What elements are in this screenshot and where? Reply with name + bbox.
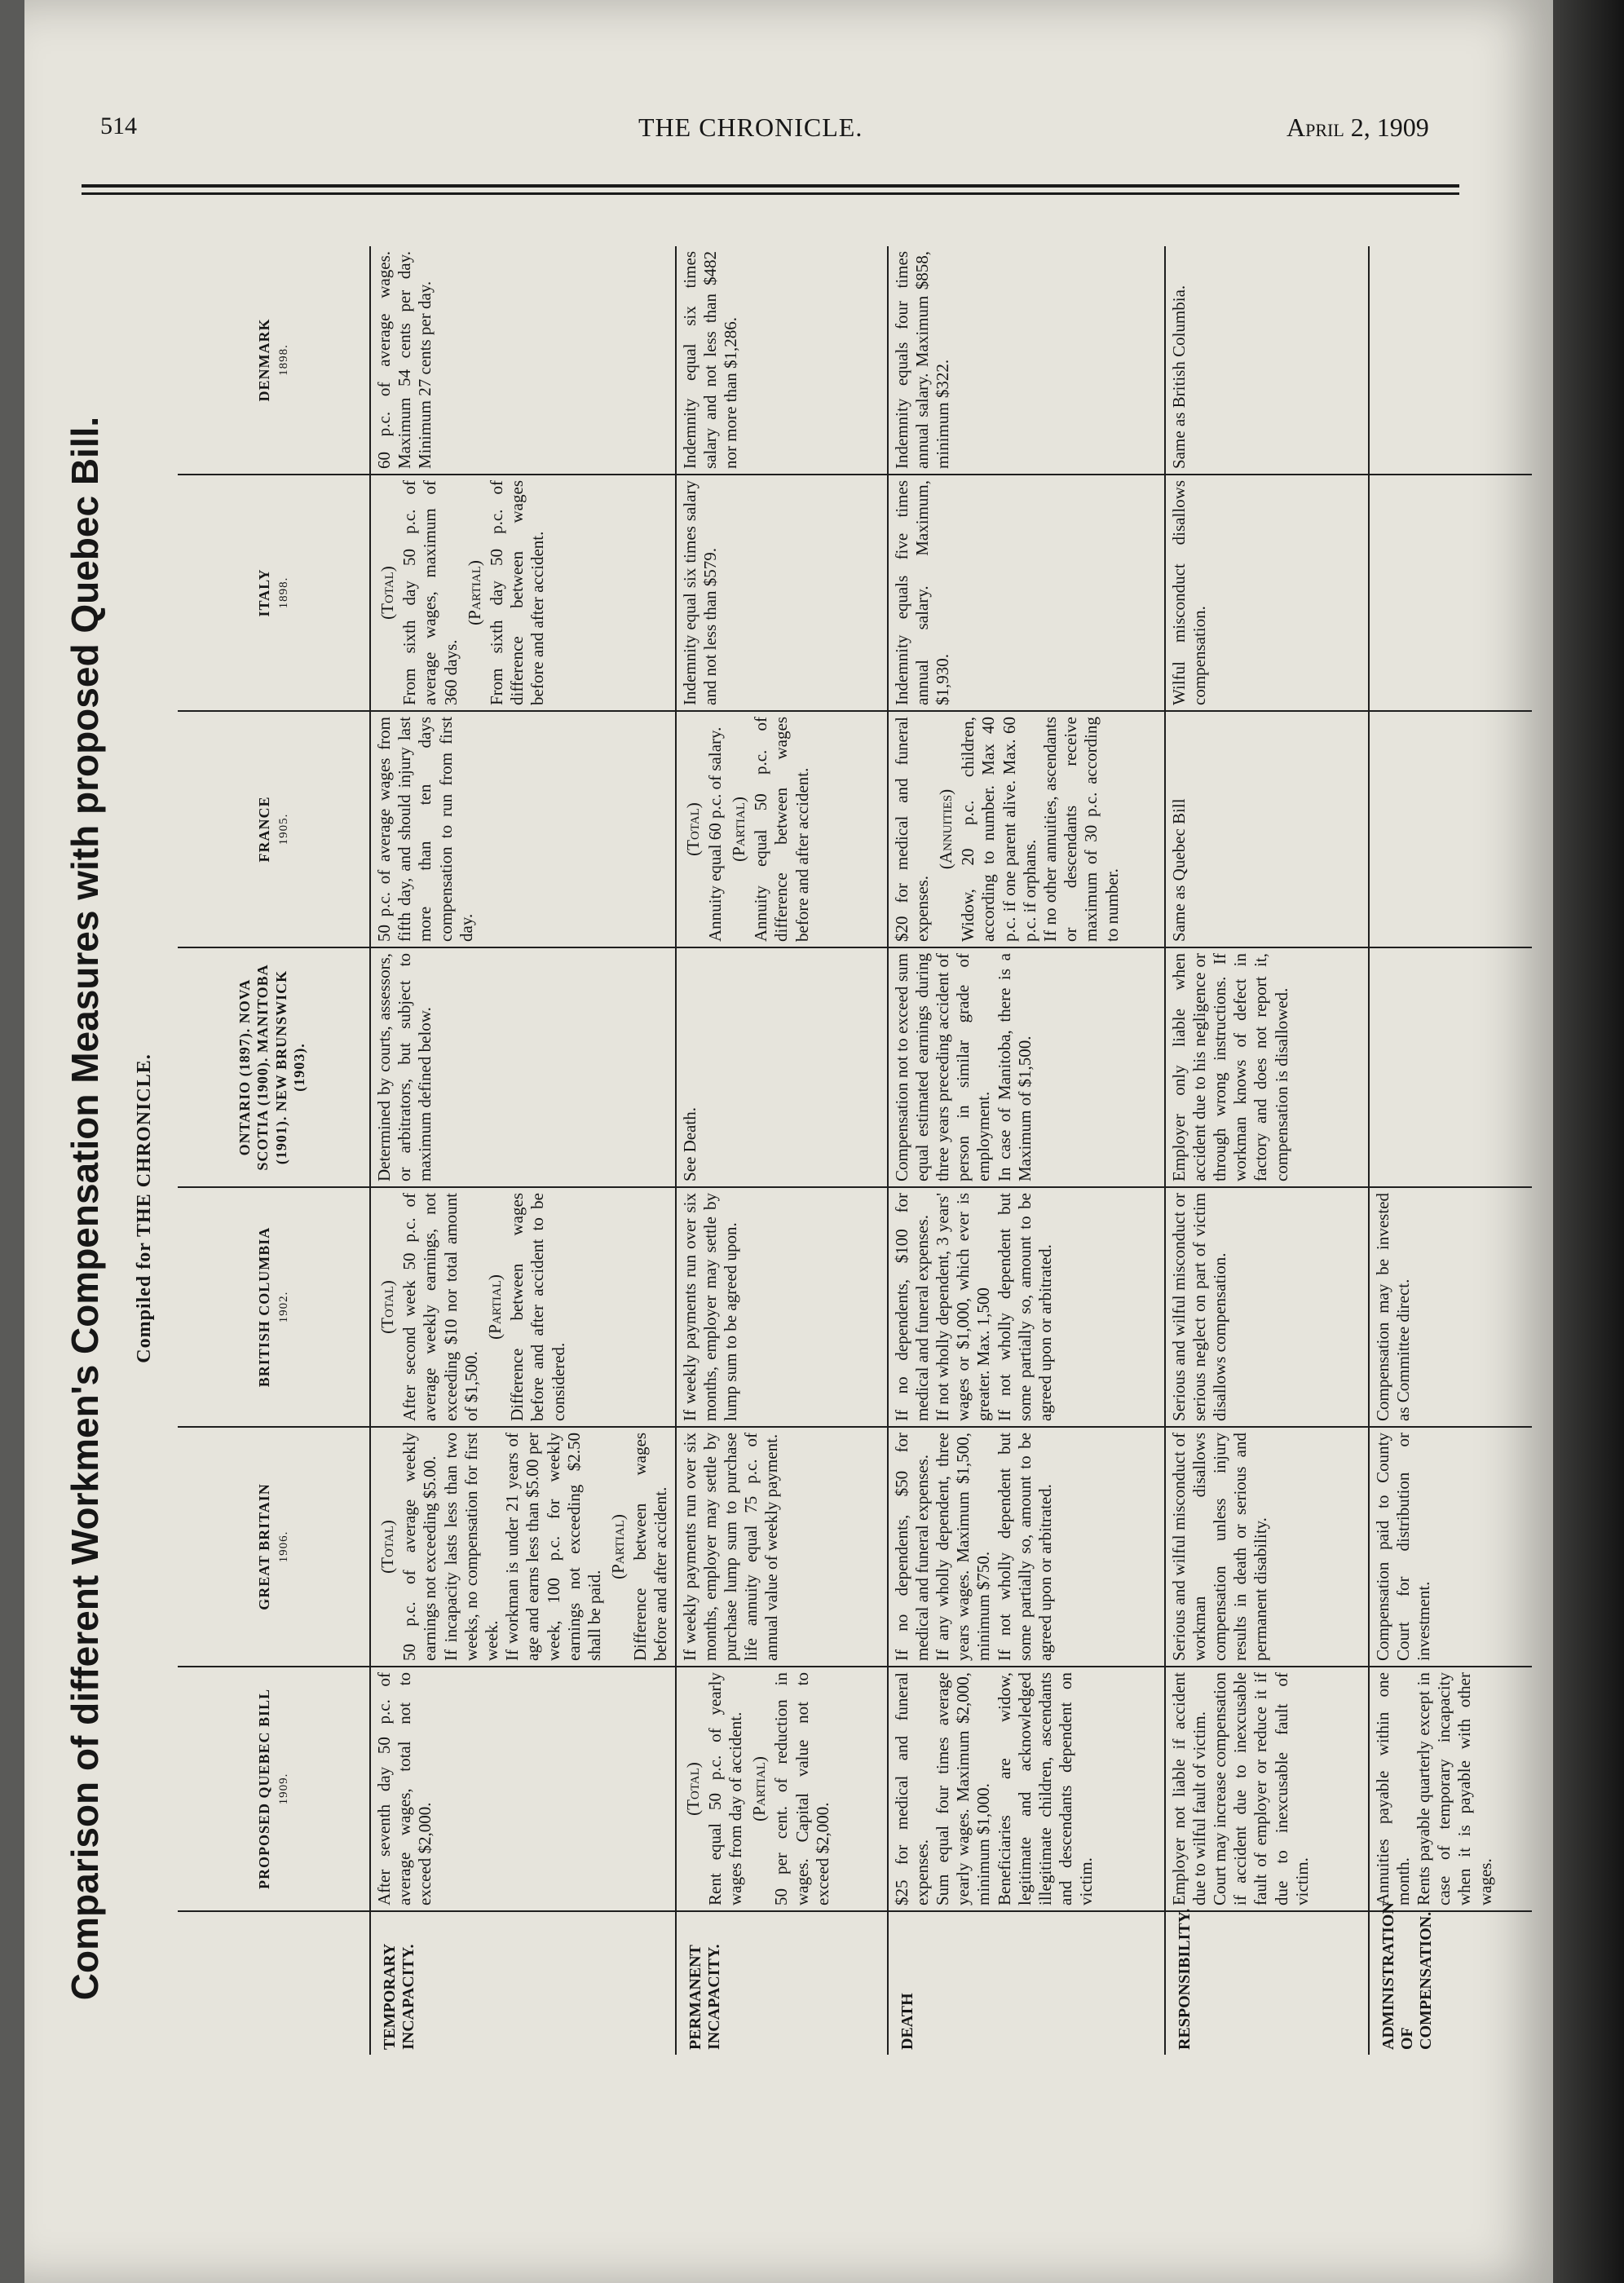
cell-text: If weekly payments run over six months, employer may settle by purchase lump sum to purchase life annuity equal 75 p.c. of annual value of weekly payment. <box>679 1433 782 1661</box>
table-cell <box>676 1427 888 1667</box>
cell-text: From sixth day 50 p.c. of difference between wages before and after accident. <box>486 480 548 705</box>
table-subtitle: Compiled for THE CHRONICLE. <box>134 1053 155 1363</box>
cell-text: 50 p.c. of average weekly earnings not exceeding $5.00. If incapacity lasts less than two weeks, no compensation for first week. If workman is under 21 years of age and earns less than $5.00 per week, 100 p.c. for weekly earnings not exceeding $2.50 shall be paid. <box>399 1433 604 1661</box>
table-cell <box>370 947 676 1187</box>
cell-tag: (Total) <box>377 566 397 620</box>
table-cell <box>676 475 888 711</box>
cell-tag: (Total) <box>682 1762 703 1816</box>
cell-text: Employer only liable when accident due to his negligence or through wrong instructions. If workman knows of defect in factory and does not report it, compensation is disallowed. <box>1168 953 1291 1181</box>
publication-title: THE CHRONICLE. <box>638 113 863 142</box>
table-cell <box>1369 1427 1532 1667</box>
cell-text: Annuity equal 50 p.c. of difference between wages before and after accident. <box>751 717 812 942</box>
table-cell <box>888 475 1165 711</box>
table-cell <box>888 711 1165 947</box>
cell-text: $20 for medical and funeral expenses. <box>891 717 932 942</box>
column-name: BRITISH COLUMBIA <box>255 1226 272 1388</box>
column-name: DENMARK <box>255 318 272 402</box>
corner-cell <box>178 1911 370 2055</box>
cell-text: 50 per cent. of reduction in wages. Capital value not to exceed $2,000. <box>771 1672 832 1905</box>
table-cell <box>370 475 676 711</box>
column-header <box>178 475 370 711</box>
row-label: ADMINISTRATION OF COMPENSATION. <box>1379 1902 1435 2050</box>
cell-text: If no dependents, $100 for medical and funeral expenses. If not wholly dependent, 3 years' wages or $1,000, which ever is greater. Max. 1,500 If not wholly dependent but some partially so, amount to be agreed upon or arbitrated. <box>891 1193 1055 1421</box>
table-cell <box>370 1187 676 1427</box>
cell-text: Same as British Columbia. <box>1168 285 1189 469</box>
cell-text: See Death. <box>679 1107 699 1181</box>
page-number: 514 <box>100 113 137 139</box>
table-row <box>1369 246 1532 2055</box>
cell-text: Widow, 20 p.c. children, according to number. Max 40 p.c. if one parent alive. Max. 60 p.c. if orphans. If no other annuities, ascendants or descendants receive maximum of 30 p.c. according to number. <box>958 717 1122 942</box>
column-name: GREAT BRITAIN <box>255 1483 272 1610</box>
cell-tag: (Partial) <box>749 1756 770 1822</box>
table-row <box>888 246 1165 2055</box>
table-cell <box>676 711 888 947</box>
cell-text: Serious and wilful misconduct or serious neglect on part of victim disallows compensation. <box>1168 1193 1229 1421</box>
cell-text: 60 p.c. of average wages. Maximum 54 cents per day. Minimum 27 cents per day. <box>374 251 435 469</box>
comparison-table-wrapper <box>178 246 1495 2055</box>
cell-tag: (Partial) <box>729 797 748 862</box>
column-year: 1905. <box>277 813 291 846</box>
table-cell <box>888 947 1165 1187</box>
column-name: ITALY <box>255 568 272 617</box>
table-cell <box>1165 246 1369 475</box>
table-row <box>676 246 888 2055</box>
column-year: 1906. <box>277 1530 291 1563</box>
cell-text: Indemnity equal six times salary and not less than $482 nor more than $1,286. <box>679 251 740 469</box>
cell-text: Indemnity equals five times annual salary. Maximum, $1,930. <box>891 480 952 705</box>
cell-tag: (Total) <box>377 1280 397 1334</box>
cell-text: $25 for medical and funeral expenses. Sum equal four times average yearly wages. Maximum $2,000, minimum $1,000. Beneficiaries are widow, legitimate and acknowledged illegitimate children, ascendants and descendants dependent on victim. <box>891 1672 1097 1905</box>
cell-text: After second week 50 p.c. of average weekly earnings, not exceeding $10 nor total amount of $1,500. <box>399 1193 481 1421</box>
table-cell <box>1165 1667 1369 1911</box>
cell-text: Indemnity equals four times annual salary. Maximum $858, minimum $322. <box>891 251 952 469</box>
column-header <box>178 1667 370 1911</box>
column-year: 1909. <box>277 1773 291 1805</box>
table-cell <box>370 1667 676 1911</box>
column-name: FRANCE <box>255 796 272 863</box>
row-label: RESPONSIBILITY. <box>1175 1908 1194 2050</box>
cell-text: If no dependents, $50 for medical and funeral expenses. If any wholly dependent, three years wages. Maximum $1,500, minimum $750. If not wholly dependent but some partially so, amount to be agreed upon or arbitrated. <box>891 1433 1055 1661</box>
issue-date: April 2, 1909 <box>1286 113 1429 142</box>
cell-text: Same as Quebec Bill <box>1168 798 1189 942</box>
table-cell <box>1369 947 1532 1187</box>
table-cell <box>1165 1187 1369 1427</box>
cell-text: Employer not liable if accident due to wilful fault of victim. Court may increase compensation if accident due to inexcusable fault of employer or reduce it if due to inexcusable fault of victim. <box>1168 1672 1312 1905</box>
table-cell <box>1369 246 1532 475</box>
column-name: PROPOSED QUEBEC BILL <box>255 1688 272 1890</box>
cell-text: Determined by courts, assessors, or arbitrators, but subject to maximum defined below. <box>374 953 435 1181</box>
cell-text: Wilful misconduct disallows compensation. <box>1168 480 1209 705</box>
cell-text: Compensation may be invested as Committee direct. <box>1372 1193 1413 1421</box>
table-cell <box>888 246 1165 475</box>
cell-text: From sixth day 50 p.c. of average wages, maximum of 360 days. <box>399 480 461 705</box>
table-cell <box>370 246 676 475</box>
table-title: Comparison of different Workmen's Compensation Measures with proposed Quebec Bill. <box>64 416 106 2001</box>
cell-text: Rent equal 50 p.c. of yearly wages from day of accident. <box>704 1672 745 1905</box>
column-header <box>178 246 370 475</box>
cell-text: Annuity equal 60 p.c. of salary. <box>704 726 725 942</box>
cell-tag: (Partial) <box>608 1514 629 1579</box>
cell-tag: (Annuities) <box>936 788 955 870</box>
row-label: PERMANENT INCAPACITY. <box>686 1944 723 2050</box>
table-cell <box>888 1427 1165 1667</box>
column-header <box>178 1427 370 1667</box>
column-year: 1898. <box>277 576 291 609</box>
cell-text: Serious and wilful misconduct of workman disallows compensation unless injury results in death or serious and permanent disability. <box>1168 1433 1271 1661</box>
comparison-table <box>178 246 1532 2055</box>
cell-tag: (Total) <box>377 1520 397 1574</box>
table-cell <box>1165 475 1369 711</box>
header-row <box>178 246 370 2055</box>
cell-text: If weekly payments run over six months, employer may settle by lump sum to be agreed upon. <box>679 1193 740 1421</box>
cell-text: Annuities payable within one month. Rents payable quarterly except in case of temporary incapacity when it is payable with other wages. <box>1372 1672 1495 1905</box>
table-cell <box>1369 475 1532 711</box>
table-cell <box>676 1187 888 1427</box>
cell-text: Difference between wages before and after accident. <box>630 1433 671 1661</box>
cell-tag: (Partial) <box>484 1274 505 1340</box>
table-cell <box>1369 711 1532 947</box>
column-header <box>178 711 370 947</box>
table-cell <box>1165 1427 1369 1667</box>
column-header <box>178 1187 370 1427</box>
column-year: 1898. <box>277 344 291 376</box>
table-cell <box>676 947 888 1187</box>
column-header <box>178 947 370 1187</box>
table-cell <box>1165 711 1369 947</box>
cell-text: 50 p.c. of average wages from fifth day, and should injury last more than ten days compensation to run from first day. <box>374 717 476 942</box>
row-label: DEATH <box>898 1993 916 2050</box>
cell-text: Compensation paid to County Court for distribution or investment. <box>1372 1433 1433 1661</box>
cell-tag: (Partial) <box>464 560 484 625</box>
table-cell <box>676 246 888 475</box>
cell-text: Indemnity equal six times salary and not less than $579. <box>679 480 720 705</box>
table-row <box>370 246 676 2055</box>
table-cell <box>1369 1187 1532 1427</box>
table-cell <box>676 1667 888 1911</box>
cell-text: Difference between wages before and after accident to be considered. <box>507 1193 568 1421</box>
table-cell <box>1165 947 1369 1187</box>
row-label: TEMPORARY INCAPACITY. <box>381 1944 417 2050</box>
table-cell <box>888 1667 1165 1911</box>
book-spine <box>1553 0 1624 2283</box>
header-rule-thin <box>82 192 1459 195</box>
table-cell <box>1369 1667 1532 1911</box>
cell-text: Compensation not to exceed sum equal estimated earnings during three years preceding accident of person in similar grade of employment. In case of Manitoba, there is a Maximum of $1,500. <box>891 953 1035 1181</box>
table-cell <box>370 1427 676 1667</box>
column-year: 1902. <box>277 1291 291 1323</box>
header-rule <box>82 184 1459 188</box>
cell-tag: (Total) <box>682 802 703 856</box>
table-cell <box>370 711 676 947</box>
column-name: ONTARIO (1897). NOVA SCOTIA (1900). MANITOBA (1901). NEW BRUNSWICK (1903). <box>236 964 307 1171</box>
table-cell <box>888 1187 1165 1427</box>
table-row <box>1165 246 1369 2055</box>
cell-text: After seventh day 50 p.c. of average wages, total not to exceed $2,000. <box>374 1672 435 1905</box>
